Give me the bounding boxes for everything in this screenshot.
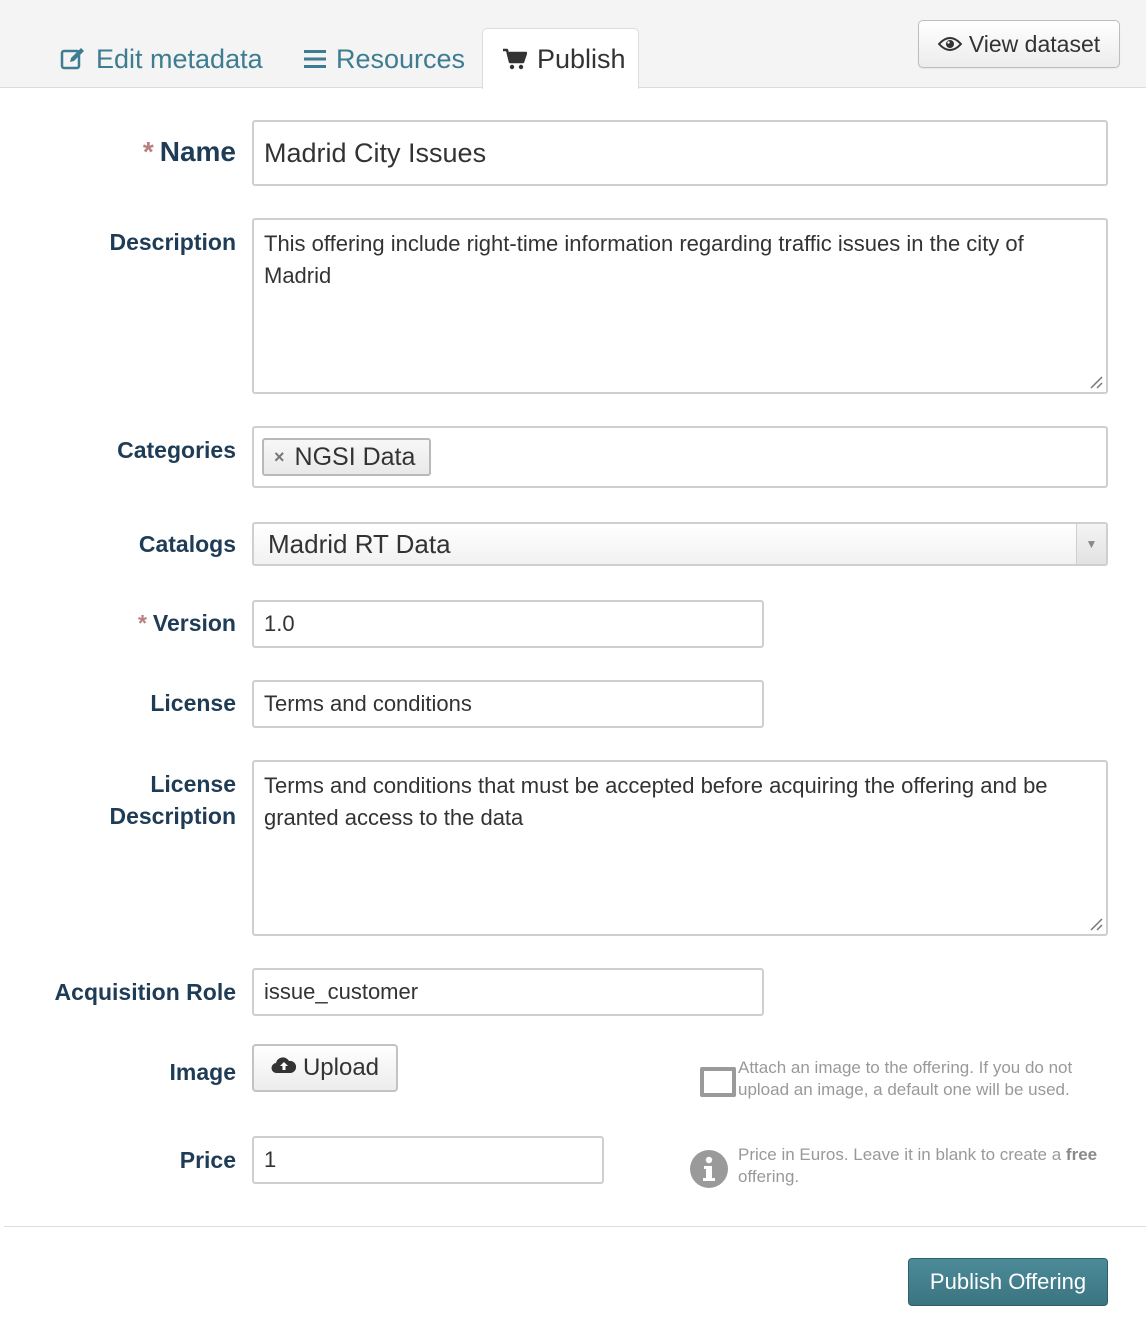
license-description-label: License Description <box>109 771 236 829</box>
upload-label: Upload <box>302 1054 380 1081</box>
resize-handle-icon[interactable] <box>1089 917 1103 931</box>
shopping-cart-icon <box>503 48 527 70</box>
tab-publish-label: Publish <box>537 43 626 74</box>
remove-tag-icon[interactable]: × <box>274 446 285 467</box>
tab-edit-metadata[interactable] <box>60 30 263 88</box>
version-label: * Version <box>137 610 236 636</box>
price-help-text: Price in Euros. Leave it in blank to create a free offering. <box>738 1145 1098 1186</box>
edit-icon <box>60 47 86 71</box>
image-help-text: Attach an image to the offering. If you do not upload an image, a default one will be used. <box>738 1058 1073 1099</box>
version-input[interactable]: 1.0 <box>252 600 764 648</box>
required-mark: * <box>137 610 147 636</box>
tab-publish[interactable] <box>482 28 639 89</box>
category-tag <box>262 438 431 476</box>
price-input[interactable]: 1 <box>252 1136 604 1184</box>
upload-button[interactable] <box>252 1044 398 1092</box>
name-input[interactable]: Madrid City Issues <box>252 120 1108 186</box>
eye-icon <box>938 31 962 58</box>
description-label: Description <box>109 229 236 255</box>
cloud-upload-icon <box>271 1054 297 1082</box>
catalogs-label: Catalogs <box>138 531 236 557</box>
list-icon <box>304 49 326 69</box>
tab-edit-metadata-label: Edit metadata <box>96 43 263 74</box>
acquisition-role-input[interactable]: issue_customer <box>252 968 764 1016</box>
categories-multiselect[interactable] <box>252 426 1108 488</box>
license-input[interactable]: Terms and conditions <box>252 680 764 728</box>
license-description-textarea[interactable]: Terms and conditions that must be accepted before acquiring the offering and be granted access to the data <box>252 760 1108 936</box>
image-label: Image <box>169 1059 236 1085</box>
price-label: Price <box>179 1147 236 1173</box>
resize-handle-icon[interactable] <box>1089 375 1103 389</box>
view-dataset-label: View dataset <box>968 30 1101 57</box>
tab-resources-label: Resources <box>336 43 466 74</box>
chevron-down-icon[interactable]: ▼ <box>1076 524 1106 564</box>
view-dataset-button[interactable] <box>918 20 1120 68</box>
footer-divider <box>4 1226 1146 1227</box>
acquisition-role-label: Acquisition Role <box>54 979 236 1005</box>
image-placeholder-icon <box>700 1067 736 1097</box>
name-label: * Name <box>142 136 236 167</box>
info-icon <box>690 1150 728 1193</box>
categories-label: Categories <box>117 437 236 463</box>
tab-resources[interactable] <box>304 30 465 88</box>
catalogs-select[interactable]: Madrid RT Data ▼ <box>252 522 1108 566</box>
category-tag-label: NGSI Data <box>294 442 416 471</box>
license-label: License <box>150 690 236 716</box>
publish-offering-button[interactable]: Publish Offering <box>908 1258 1108 1306</box>
description-textarea[interactable]: This offering include right-time information regarding traffic issues in the city of Madrid <box>252 218 1108 394</box>
required-mark: * <box>142 136 154 167</box>
tab-bar <box>0 0 1146 88</box>
